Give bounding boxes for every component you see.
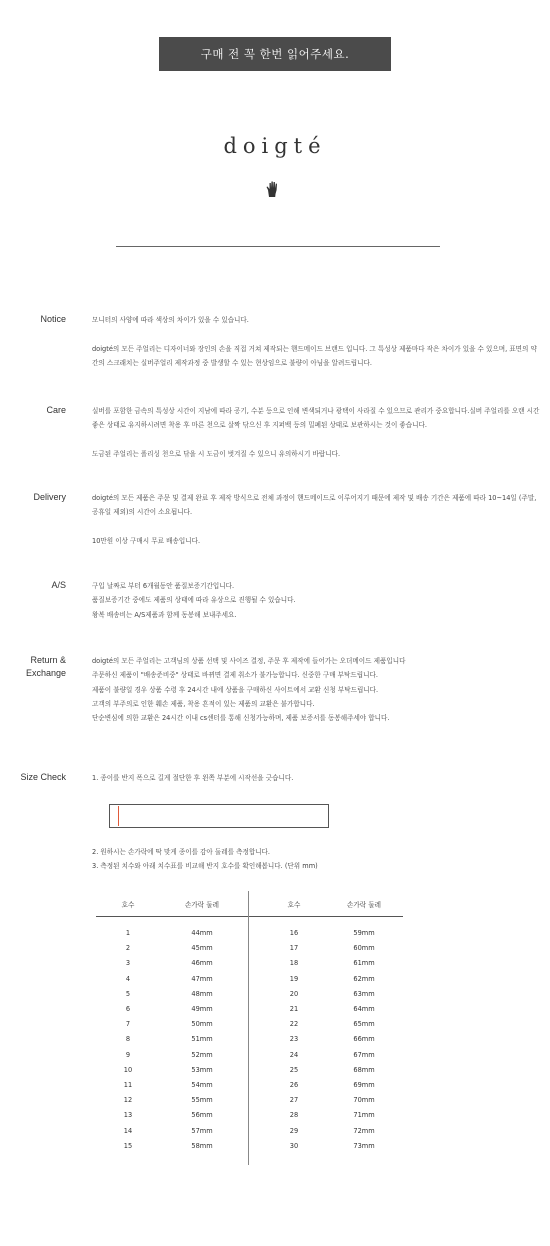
delivery-content: [92, 491, 542, 548]
notice-content: [92, 313, 542, 370]
table-cell: 15: [123, 1141, 133, 1150]
table-cell: 22: [289, 1020, 299, 1029]
return-line: 단순변심에 의한 교환은 24시간 이내 cs센터를 통해 신청가능하며, 제품 보증서를 동봉해주세야 합니다.: [92, 714, 390, 723]
care-content: [92, 404, 542, 461]
table-cell: 69mm: [353, 1081, 375, 1089]
table-cell: 51mm: [191, 1035, 213, 1044]
table-cell: 60mm: [353, 944, 375, 953]
table-cell: 1: [125, 929, 131, 937]
header-cell: 호수: [287, 901, 301, 909]
table-cell: 64mm: [353, 1005, 375, 1013]
table-cell: 66mm: [353, 1035, 375, 1044]
table-cell: 59mm: [353, 929, 375, 937]
table-row: [96, 929, 403, 944]
return-line: 제품이 불량일 경우 상품 수령 후 24시간 내에 상품을 구매하신 사이트에서 교환 신청 부탁드립니다.: [92, 685, 379, 694]
table-row: [96, 944, 403, 959]
as-line: 품질보증기간 중에도 제품의 상태에 따라 유상으로 진행될 수 있습니다.: [92, 596, 296, 605]
table-row: [96, 1020, 403, 1035]
notice-paragraph: doigté의 모든 주얼리는 디자이너와 장인의 손을 직접 거쳐 제작되는 핸드메이드 브랜드 입니다. 그 특성상 제품마다 작은 차이가 있을 수 있으며, 표면의 약간의 스크래치는 실버주얼리 제작과정 중 발생할 수 있는 현상임으로 불량이 아님을 알려드립니다.: [92, 344, 537, 367]
return-label-line: Return &: [30, 655, 66, 665]
table-cell: 58mm: [191, 1141, 213, 1150]
header-cell: 손가락 둘레: [347, 901, 381, 909]
return-content: [92, 654, 542, 725]
table-cell: 26: [289, 1081, 299, 1089]
table-row: [96, 1005, 403, 1020]
table-row: [96, 1066, 403, 1081]
table-cell: 14: [123, 1126, 133, 1135]
ring-size-paper-diagram: [109, 804, 329, 828]
table-cell: 4: [125, 974, 131, 983]
care-label: Care: [46, 405, 66, 415]
table-cell: 44mm: [191, 929, 213, 937]
return-line: 고객의 부주의로 인한 훼손 제품, 착용 흔적이 있는 제품의 교환은 불가합니다.: [92, 699, 315, 708]
start-line-mark: [118, 806, 119, 826]
table-cell: 45mm: [191, 944, 213, 953]
table-cell: 28: [289, 1111, 299, 1120]
header-cell: 호수: [121, 901, 135, 909]
size-table-header: [96, 891, 403, 917]
table-cell: 73mm: [353, 1141, 375, 1150]
table-cell: 21: [289, 1005, 299, 1013]
table-cell: 19: [289, 974, 299, 983]
table-cell: 6: [125, 1005, 131, 1013]
size-step2: 2. 원하시는 손가락에 딱 맞게 종이를 감아 둘레를 측정합니다.: [92, 848, 271, 856]
table-cell: 29: [289, 1126, 299, 1135]
table-cell: 9: [125, 1050, 131, 1059]
table-cell: 61mm: [353, 959, 375, 968]
table-cell: 18: [289, 959, 299, 968]
table-cell: 5: [125, 989, 131, 998]
table-cell: 16: [289, 929, 299, 937]
table-cell: 63mm: [353, 989, 375, 998]
table-cell: 47mm: [191, 974, 213, 983]
hand-icon: [265, 180, 281, 198]
table-row: [96, 1111, 403, 1126]
care-paragraph: 실버를 포함한 금속의 특성상 시간이 지남에 따라 공기, 수분 등으로 인해 변색되거나 광택이 사라질 수 있으므로 관리가 중요합니다.실버 주얼리를 오랜 시간 좋은 상태로 유지하시려면 착용 후 마른 천으로 살짝 닦으신 후 지퍼백 등의 밀폐된 상태로 보관하시는 것이 좋습니다.: [92, 407, 540, 430]
care-paragraph: 도금된 주얼리는 폴리싱 천으로 닦을 시 도금이 벗겨질 수 있으니 유의하시기 바랍니다.: [92, 449, 341, 458]
table-cell: 52mm: [191, 1050, 213, 1059]
table-cell: 67mm: [353, 1050, 375, 1059]
header-cell: 손가락 둘레: [185, 901, 219, 909]
table-cell: 24: [289, 1050, 299, 1059]
return-label-line: Exchange: [25, 668, 66, 678]
return-line: doigté의 모든 주얼리는 고객님의 상품 선택 및 사이즈 결정, 주문 후 제작에 들어가는 오더메이드 제품입니다: [92, 657, 406, 665]
table-cell: 72mm: [353, 1126, 375, 1135]
table-cell: 49mm: [191, 1005, 213, 1013]
header-divider: [116, 246, 440, 247]
delivery-paragraph: 10만원 이상 구매시 무료 배송입니다.: [92, 536, 201, 545]
table-cell: 12: [123, 1096, 133, 1105]
as-line: 구입 날짜로 부터 6개월동안 품질보증기간입니다.: [92, 582, 235, 590]
as-label: A/S: [51, 580, 66, 590]
table-row: [96, 975, 403, 990]
table-cell: 7: [125, 1020, 131, 1029]
table-cell: 62mm: [353, 974, 375, 983]
size-steps-content: [92, 845, 542, 874]
table-cell: 70mm: [353, 1096, 375, 1105]
table-row: [96, 1051, 403, 1066]
table-cell: 54mm: [191, 1081, 213, 1089]
return-line: 주문하신 제품이 "배송준비중" 상태로 바뀌면 결제 취소가 불가능합니다. 신중한 구매 부탁드립니다.: [92, 671, 378, 680]
table-row: [96, 1142, 403, 1157]
table-cell: 23: [289, 1035, 299, 1044]
table-cell: 20: [289, 989, 299, 998]
table-cell: 13: [123, 1111, 133, 1120]
table-row: [96, 1127, 403, 1142]
table-cell: 17: [289, 944, 299, 953]
table-cell: 3: [125, 959, 131, 968]
table-cell: 10: [123, 1065, 133, 1074]
table-cell: 48mm: [191, 989, 213, 998]
delivery-label: Delivery: [33, 492, 66, 502]
table-row: [96, 1035, 403, 1050]
delivery-paragraph: doigté의 모든 제품은 주문 및 결제 완료 후 제작 방식으로 전체 과정이 핸드메이드로 이루어지기 때문에 제작 및 배송 기간은 제품에 따라 10~14일 (주말, 공휴일 제외)의 시간이 소요됩니다.: [92, 494, 537, 517]
table-cell: 2: [125, 944, 131, 953]
table-cell: 71mm: [353, 1111, 375, 1120]
table-cell: 57mm: [191, 1126, 213, 1135]
table-cell: 27: [289, 1096, 299, 1105]
table-cell: 68mm: [353, 1065, 375, 1074]
table-cell: 25: [289, 1065, 299, 1074]
table-row: [96, 1096, 403, 1111]
brand-logo: doigté: [223, 134, 327, 158]
notice-label: Notice: [40, 314, 66, 324]
table-cell: 65mm: [353, 1020, 375, 1029]
table-cell: 50mm: [191, 1020, 213, 1029]
notice-paragraph: 모니터의 사양에 따라 색상의 차이가 있을 수 있습니다.: [92, 316, 249, 324]
size-label: Size Check: [20, 772, 66, 782]
as-line: 왕복 배송비는 A/S제품과 함께 동봉해 보내주세요.: [92, 610, 237, 619]
table-cell: 53mm: [191, 1065, 213, 1074]
size-step1: 1. 종이를 반지 폭으로 길게 절단한 후 왼쪽 부분에 시작선을 긋습니다.: [92, 774, 294, 782]
table-cell: 11: [123, 1081, 133, 1089]
size-step3: 3. 측정된 치수와 아래 치수표를 비교해 반지 호수를 확인해봅니다. (단위 mm): [92, 862, 318, 871]
notice-banner: 구매 전 꼭 한번 읽어주세요.: [159, 37, 391, 71]
table-cell: 8: [125, 1035, 131, 1044]
table-cell: 46mm: [191, 959, 213, 968]
table-row: [96, 1081, 403, 1096]
as-content: [92, 579, 542, 622]
table-row: [96, 959, 403, 974]
return-label: [0, 654, 66, 680]
table-cell: 55mm: [191, 1096, 213, 1105]
table-cell: 30: [289, 1141, 299, 1150]
table-row: [96, 990, 403, 1005]
table-cell: 56mm: [191, 1111, 213, 1120]
